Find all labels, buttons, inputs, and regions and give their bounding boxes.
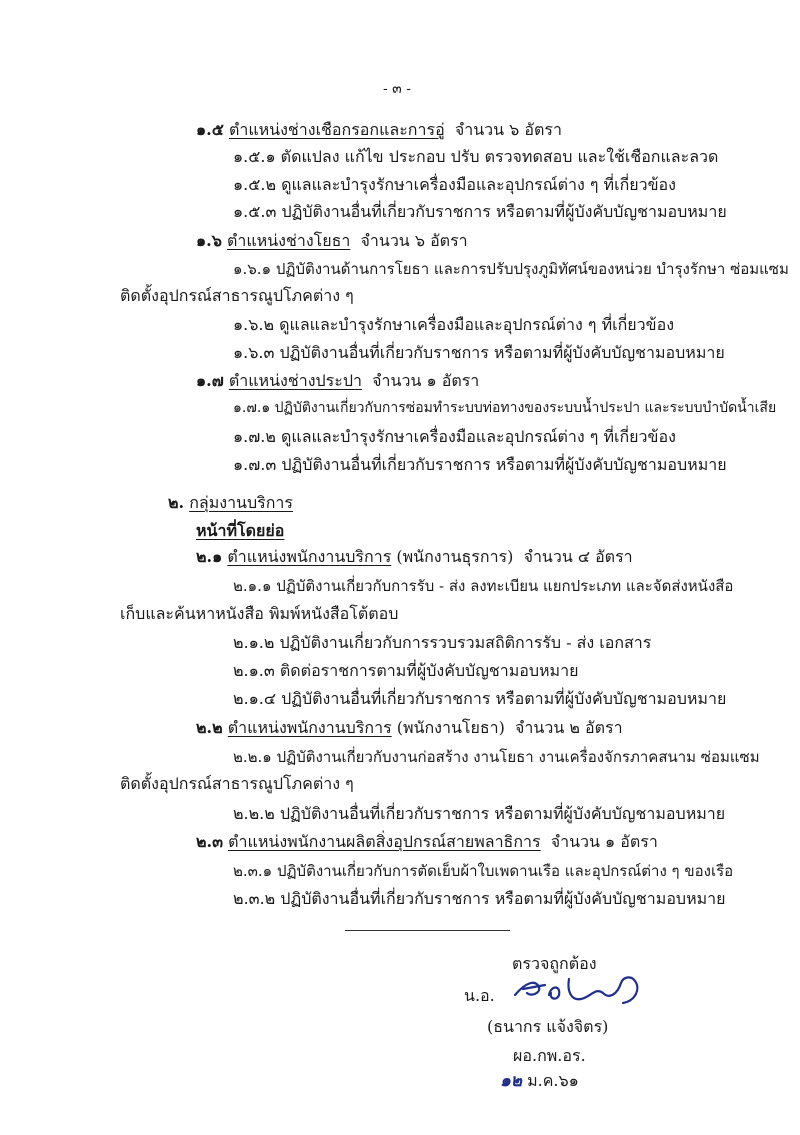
- item-1-7-3: ๑.๗.๓ ปฏิบัติงานอื่นที่เกี่ยวกับราชการ หรือตามที่ผู้บังคับบัญชามอบหมาย: [233, 455, 727, 474]
- section-heading-1-5: [196, 119, 562, 141]
- item-1-5-3: ๑.๕.๓ ปฏิบัติงานอื่นที่เกี่ยวกับราชการ หรือตามที่ผู้บังคับบัญชามอบหมาย: [233, 202, 727, 221]
- item-1-6-1: ๑.๖.๑ ปฏิบัติงานด้านการโยธา และการปรับปรุงภูมิทัศน์ของหน่วย บำรุงรักษา ซ่อมแซม: [233, 260, 789, 278]
- end-divider: [345, 930, 510, 931]
- section-number: ๑.๗: [196, 371, 224, 390]
- signed-date: [500, 1070, 579, 1092]
- item-1-7-1: ๑.๗.๑ ปฏิบัติงานเกี่ยวกับการซ่อมทำระบบท่อทางของระบบน้ำประปา และระบบบำบัดน้ำเสีย: [233, 400, 777, 416]
- section-title: ตำแหน่งพนักงานบริการ: [227, 718, 392, 737]
- section-heading-1-6: [196, 230, 468, 252]
- rank-label: น.อ.: [464, 986, 495, 1005]
- item-2-2-2: ๒.๒.๒ ปฏิบัติงานอื่นที่เกี่ยวกับราชการ หรือตามที่ผู้บังคับบัญชามอบหมาย: [233, 804, 726, 823]
- signer-position: ผอ.กพ.อร.: [513, 1046, 586, 1065]
- item-2-1-3: ๒.๑.๓ ติดต่อราชการตามที่ผู้บังคับบัญชามอบหมาย: [233, 661, 579, 680]
- item-2-1-2: ๒.๑.๒ ปฏิบัติงานเกี่ยวกับการรวบรวมสถิติการรับ - ส่ง เอกสาร: [233, 633, 652, 652]
- section-count: จำนวน ๑ อัตรา: [550, 832, 658, 851]
- item-1-5-2: ๑.๕.๒ ดูแลและบำรุงรักษาเครื่องมือและอุปกรณ์ต่าง ๆ ที่เกี่ยวข้อง: [233, 175, 676, 194]
- item-2-3-2: ๒.๓.๒ ปฏิบัติงานอื่นที่เกี่ยวกับราชการ หรือตามที่ผู้บังคับบัญชามอบหมาย: [233, 889, 726, 908]
- handwritten-day: ๑๒: [500, 1071, 522, 1091]
- item-1-7-2: ๑.๗.๒ ดูแลและบำรุงรักษาเครื่องมือและอุปกรณ์ต่าง ๆ ที่เกี่ยวข้อง: [233, 427, 676, 446]
- section-title: ตำแหน่งช่างประปา: [228, 371, 362, 390]
- section-heading-2-1: [196, 546, 633, 568]
- section-title: ตำแหน่งพนักงานผลิตสิ่งอุปกรณ์สายพลาธิการ: [228, 832, 541, 851]
- section-number: ๑.๖: [196, 231, 222, 250]
- section-count: จำนวน ๖ อัตรา: [360, 231, 468, 250]
- printed-month-year: ม.ค.๖๑: [527, 1071, 579, 1090]
- section-count: จำนวน ๖ อัตรา: [454, 120, 562, 139]
- section-number: ๑.๕: [196, 120, 224, 139]
- section-subtitle: (พนักงานธุรการ): [396, 547, 514, 566]
- section-number: ๒.๑: [196, 547, 223, 566]
- group-title: กลุ่มงานบริการ: [189, 493, 294, 512]
- item-2-1-4: ๒.๑.๔ ปฏิบัติงานอื่นที่เกี่ยวกับราชการ หรือตามที่ผู้บังคับบัญชามอบหมาย: [233, 689, 727, 708]
- handwritten-signature: [505, 965, 655, 1015]
- item-2-2-1-cont: ติดตั้งอุปกรณ์สาธารณูปโภคต่าง ๆ: [120, 774, 354, 793]
- item-2-1-1: ๒.๑.๑ ปฏิบัติงานเกี่ยวกับการรับ - ส่ง ลงทะเบียน แยกประเภท และจัดส่งหนังสือ: [233, 577, 734, 595]
- item-2-1-1-cont: เก็บและค้นหาหนังสือ พิมพ์หนังสือโต้ตอบ: [120, 604, 399, 623]
- section-count: จำนวน ๔ อัตรา: [523, 547, 633, 566]
- item-2-3-1: ๒.๓.๑ ปฏิบัติงานเกี่ยวกับการตัดเย็บผ้าใบเพดานเรือ และอุปกรณ์ต่าง ๆ ของเรือ: [233, 862, 734, 880]
- section-heading-2-3: [196, 831, 658, 853]
- page-number: - ๓ -: [383, 81, 411, 97]
- section-title: ตำแหน่งช่างโยธา: [226, 231, 351, 250]
- section-subtitle: (พนักงานโยธา): [396, 718, 505, 737]
- section-title: ตำแหน่งพนักงานบริการ: [227, 547, 392, 566]
- section-number: ๒.๒: [196, 718, 223, 737]
- item-1-5-1: ๑.๕.๑ ตัดแปลง แก้ไข ประกอบ ปรับ ตรวจทดสอบ และใช้เชือกและลวด: [233, 147, 719, 166]
- verified-label: ตรวจถูกต้อง: [512, 954, 597, 973]
- section-heading-2-2: [196, 717, 623, 739]
- section-number: ๒.๓: [196, 832, 224, 851]
- section-title: ตำแหน่งช่างเชือกรอกและการอู่: [228, 120, 445, 139]
- signer-name: (ธนากร แจ้งจิตร): [487, 1017, 609, 1036]
- item-1-6-1-cont: ติดตั้งอุปกรณ์สาธารณูปโภคต่าง ๆ: [120, 286, 354, 305]
- section-count: จำนวน ๑ อัตรา: [372, 371, 480, 390]
- item-1-6-2: ๑.๖.๒ ดูแลและบำรุงรักษาเครื่องมือและอุปกรณ์ต่าง ๆ ที่เกี่ยวข้อง: [233, 315, 675, 334]
- section-count: จำนวน ๒ อัตรา: [515, 718, 623, 737]
- group-heading-2: [168, 492, 293, 514]
- item-1-6-3: ๑.๖.๓ ปฏิบัติงานอื่นที่เกี่ยวกับราชการ หรือตามที่ผู้บังคับบัญชามอบหมาย: [233, 343, 725, 362]
- item-2-2-1: ๒.๒.๑ ปฏิบัติงานเกี่ยวกับงานก่อสร้าง งานโยธา งานเครื่องจักรภาคสนาม ซ่อมแซม: [233, 748, 760, 766]
- group-number: ๒.: [168, 493, 185, 512]
- duties-summary-heading: หน้าที่โดยย่อ: [196, 521, 285, 540]
- section-heading-1-7: [196, 370, 479, 392]
